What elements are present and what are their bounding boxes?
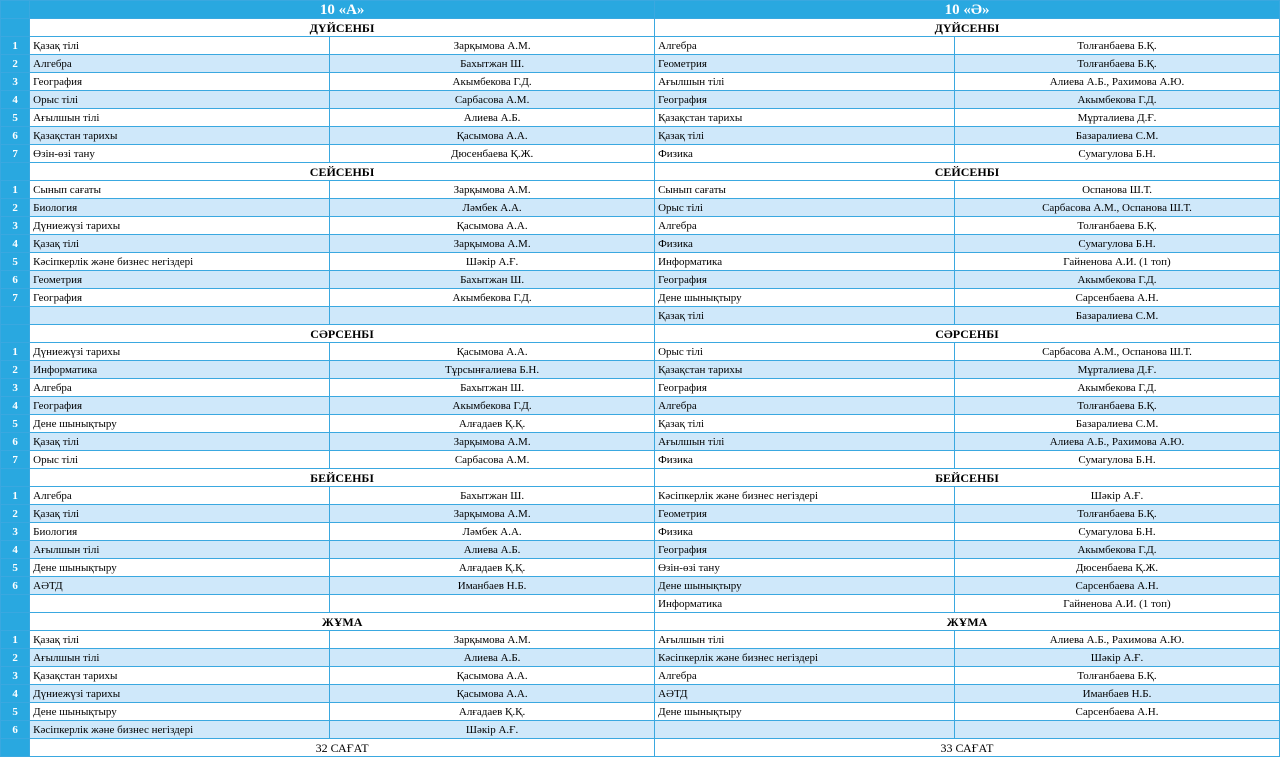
lesson-number: 5 [1,415,30,433]
day-name-right: СӘРСЕНБІ [655,325,1280,343]
lesson-subject-right: Қазақстан тарихы [655,109,955,127]
lesson-subject-right: Орыс тілі [655,199,955,217]
lesson-teacher-right: Толғанбаева Б.Қ. [955,37,1280,55]
lesson-subject-right: География [655,91,955,109]
lesson-number: 1 [1,487,30,505]
lesson-row [1,361,1280,379]
total-hours-left: 32 САҒАТ [30,739,655,757]
lesson-teacher-right: Акымбекова Г.Д. [955,379,1280,397]
lesson-teacher-left: Бахытжан Ш. [330,271,655,289]
lesson-teacher-left: Сарбасова А.М. [330,451,655,469]
lesson-subject-left: Биология [30,199,330,217]
lesson-number: 3 [1,379,30,397]
lesson-teacher-left [330,307,655,325]
day-header-corner [1,325,30,343]
lesson-subject-right: География [655,271,955,289]
lesson-subject-left: Дүниежүзі тарихы [30,685,330,703]
day-name-right: БЕЙСЕНБІ [655,469,1280,487]
lesson-subject-left: География [30,73,330,91]
lesson-teacher-left: Иманбаев Н.Б. [330,577,655,595]
lesson-subject-left: АӘТД [30,577,330,595]
lesson-subject-left: Геометрия [30,271,330,289]
lesson-subject-right: АӘТД [655,685,955,703]
lesson-subject-left: География [30,397,330,415]
lesson-subject-right: Ағылшын тілі [655,73,955,91]
lesson-teacher-left: Шәкір А.Ғ. [330,253,655,271]
lesson-subject-right: География [655,541,955,559]
lesson-row [1,559,1280,577]
lesson-teacher-left: Алғадаев Қ.Қ. [330,559,655,577]
lesson-number: 6 [1,577,30,595]
lesson-number: 3 [1,523,30,541]
lesson-subject-right: Физика [655,451,955,469]
lesson-row [1,91,1280,109]
lesson-subject-left: Ағылшын тілі [30,109,330,127]
lesson-teacher-right: Сумагулова Б.Н. [955,523,1280,541]
lesson-subject-left: Информатика [30,361,330,379]
lesson-number: 4 [1,541,30,559]
lesson-number: 6 [1,127,30,145]
lesson-teacher-right: Базаралиева С.М. [955,127,1280,145]
lesson-subject-right: Алгебра [655,397,955,415]
lesson-teacher-left: Зарқымова А.М. [330,235,655,253]
lesson-number [1,307,30,325]
lesson-number: 7 [1,145,30,163]
lesson-subject-right: Қазақ тілі [655,127,955,145]
lesson-teacher-left: Тұрсынғалиева Б.Н. [330,361,655,379]
lesson-subject-right: Ағылшын тілі [655,631,955,649]
lesson-subject-left: Қазақстан тарихы [30,667,330,685]
lesson-subject-left: Қазақ тілі [30,631,330,649]
lesson-subject-left: Ағылшын тілі [30,541,330,559]
lesson-row [1,541,1280,559]
header-corner [1,1,30,19]
lesson-teacher-right: Сарсенбаева А.Н. [955,577,1280,595]
lesson-teacher-left: Бахытжан Ш. [330,487,655,505]
lesson-number: 5 [1,109,30,127]
lesson-teacher-left: Зарқымова А.М. [330,505,655,523]
lesson-number: 5 [1,253,30,271]
lesson-teacher-right: Толғанбаева Б.Қ. [955,217,1280,235]
lesson-teacher-right: Толғанбаева Б.Қ. [955,505,1280,523]
lesson-number: 2 [1,55,30,73]
lesson-subject-left: Өзін-өзі тану [30,145,330,163]
lesson-subject-right: Орыс тілі [655,343,955,361]
lesson-row [1,253,1280,271]
lesson-row [1,379,1280,397]
day-header-row [1,19,1280,37]
lesson-row [1,109,1280,127]
lesson-subject-left: Кәсіпкерлік және бизнес негіздері [30,721,330,739]
lesson-subject-left: Биология [30,523,330,541]
lesson-number: 6 [1,433,30,451]
lesson-row [1,37,1280,55]
day-name-left: БЕЙСЕНБІ [30,469,655,487]
lesson-subject-right: Информатика [655,253,955,271]
lesson-teacher-right: Сумагулова Б.Н. [955,235,1280,253]
lesson-teacher-left: Шәкір А.Ғ. [330,721,655,739]
lesson-subject-right: Ағылшын тілі [655,433,955,451]
lesson-teacher-right: Алиева А.Б., Рахимова А.Ю. [955,73,1280,91]
lesson-subject-left: Қазақ тілі [30,37,330,55]
lesson-teacher-right: Алиева А.Б., Рахимова А.Ю. [955,433,1280,451]
lesson-subject-right: Физика [655,235,955,253]
lesson-row [1,235,1280,253]
lesson-teacher-left: Алиева А.Б. [330,541,655,559]
lesson-subject-left: Ағылшын тілі [30,649,330,667]
lesson-number: 2 [1,199,30,217]
lesson-teacher-right: Оспанова Ш.Т. [955,181,1280,199]
lesson-teacher-right: Акымбекова Г.Д. [955,91,1280,109]
lesson-teacher-left: Қасымова А.А. [330,667,655,685]
day-header-row [1,469,1280,487]
lesson-subject-left: Дүниежүзі тарихы [30,217,330,235]
lesson-number: 4 [1,397,30,415]
lesson-teacher-left: Ләмбек А.А. [330,199,655,217]
schedule-body [1,1,1280,757]
day-header-corner [1,469,30,487]
lesson-subject-left: Алгебра [30,379,330,397]
totals-row [1,739,1280,757]
lesson-teacher-right: Мұрталиева Д.Ғ. [955,109,1280,127]
lesson-teacher-left: Сарбасова А.М. [330,91,655,109]
lesson-subject-right: Кәсіпкерлік және бизнес негіздері [655,649,955,667]
lesson-teacher-left: Акымбекова Г.Д. [330,73,655,91]
day-header-row [1,325,1280,343]
lesson-subject-right: Алгебра [655,217,955,235]
class-header-ae: 10 «Ә» [655,1,1280,19]
lesson-number: 6 [1,721,30,739]
lesson-row [1,199,1280,217]
lesson-subject-left [30,595,330,613]
lesson-teacher-right: Толғанбаева Б.Қ. [955,667,1280,685]
lesson-teacher-right: Мұрталиева Д.Ғ. [955,361,1280,379]
lesson-teacher-left: Қасымова А.А. [330,127,655,145]
lesson-teacher-left: Қасымова А.А. [330,343,655,361]
lesson-number [1,595,30,613]
lesson-subject-right: Геометрия [655,55,955,73]
lesson-row [1,703,1280,721]
lesson-row [1,451,1280,469]
lesson-subject-left: Қазақ тілі [30,433,330,451]
lesson-teacher-right: Базаралиева С.М. [955,415,1280,433]
lesson-subject-right: Қазақ тілі [655,415,955,433]
lesson-row [1,181,1280,199]
day-name-right: ЖҰМА [655,613,1280,631]
lesson-row [1,487,1280,505]
lesson-subject-right: Кәсіпкерлік және бизнес негіздері [655,487,955,505]
lesson-row [1,523,1280,541]
lesson-teacher-right: Иманбаев Н.Б. [955,685,1280,703]
lesson-row [1,289,1280,307]
lesson-subject-right: Алгебра [655,667,955,685]
lesson-subject-left: Алгебра [30,55,330,73]
day-name-left: ДҮЙСЕНБІ [30,19,655,37]
lesson-number: 5 [1,559,30,577]
lesson-number: 4 [1,235,30,253]
lesson-teacher-right: Сарсенбаева А.Н. [955,703,1280,721]
lesson-teacher-right: Сумагулова Б.Н. [955,145,1280,163]
lesson-subject-right: Алгебра [655,37,955,55]
lesson-subject-right [655,721,955,739]
totals-corner [1,739,30,757]
lesson-teacher-left: Акымбекова Г.Д. [330,397,655,415]
lesson-teacher-left [330,595,655,613]
lesson-number: 1 [1,37,30,55]
lesson-subject-right: Дене шынықтыру [655,577,955,595]
lesson-number: 7 [1,289,30,307]
day-header-corner [1,163,30,181]
lesson-teacher-right: Толғанбаева Б.Қ. [955,55,1280,73]
lesson-teacher-right: Базаралиева С.М. [955,307,1280,325]
lesson-teacher-left: Бахытжан Ш. [330,55,655,73]
lesson-teacher-right [955,721,1280,739]
lesson-teacher-right: Акымбекова Г.Д. [955,271,1280,289]
lesson-row [1,631,1280,649]
day-name-left: СЕЙСЕНБІ [30,163,655,181]
lesson-row [1,667,1280,685]
lesson-number: 1 [1,181,30,199]
lesson-number: 2 [1,361,30,379]
lesson-subject-right: Өзін-өзі тану [655,559,955,577]
day-name-right: СЕЙСЕНБІ [655,163,1280,181]
lesson-row [1,397,1280,415]
lesson-teacher-right: Сарбасова А.М., Оспанова Ш.Т. [955,343,1280,361]
lesson-teacher-right: Гайненова А.И. (1 топ) [955,253,1280,271]
lesson-teacher-right: Шәкір А.Ғ. [955,649,1280,667]
lesson-subject-left: Сынып сағаты [30,181,330,199]
lesson-number: 7 [1,451,30,469]
day-header-row [1,613,1280,631]
lesson-subject-left: Орыс тілі [30,451,330,469]
lesson-subject-right: Қазақ тілі [655,307,955,325]
lesson-teacher-right: Сарсенбаева А.Н. [955,289,1280,307]
lesson-subject-left: Қазақ тілі [30,505,330,523]
lesson-teacher-left: Алиева А.Б. [330,109,655,127]
lesson-row [1,271,1280,289]
lesson-row [1,649,1280,667]
lesson-subject-left: Қазақстан тарихы [30,127,330,145]
lesson-teacher-left: Зарқымова А.М. [330,181,655,199]
lesson-teacher-left: Алғадаев Қ.Қ. [330,703,655,721]
lesson-row [1,127,1280,145]
lesson-subject-left: Алгебра [30,487,330,505]
day-name-left: СӘРСЕНБІ [30,325,655,343]
lesson-subject-left [30,307,330,325]
lesson-teacher-right: Шәкір А.Ғ. [955,487,1280,505]
lesson-subject-left: Дүниежүзі тарихы [30,343,330,361]
lesson-number: 1 [1,631,30,649]
lesson-subject-right: Геометрия [655,505,955,523]
lesson-teacher-right: Дюсенбаева Қ.Ж. [955,559,1280,577]
lesson-teacher-left: Акымбекова Г.Д. [330,289,655,307]
lesson-teacher-right: Сумагулова Б.Н. [955,451,1280,469]
day-name-right: ДҮЙСЕНБІ [655,19,1280,37]
day-header-corner [1,19,30,37]
lesson-row [1,433,1280,451]
lesson-subject-right: Дене шынықтыру [655,703,955,721]
lesson-subject-right: Физика [655,523,955,541]
lesson-row [1,307,1280,325]
lesson-subject-left: География [30,289,330,307]
lesson-teacher-left: Ләмбек А.А. [330,523,655,541]
lesson-teacher-left: Бахытжан Ш. [330,379,655,397]
lesson-row [1,55,1280,73]
lesson-subject-left: Дене шынықтыру [30,415,330,433]
lesson-teacher-right: Толғанбаева Б.Қ. [955,397,1280,415]
day-header-corner [1,613,30,631]
lesson-teacher-left: Зарқымова А.М. [330,433,655,451]
lesson-teacher-left: Қасымова А.А. [330,217,655,235]
lesson-subject-left: Дене шынықтыру [30,703,330,721]
lesson-row [1,595,1280,613]
lesson-teacher-left: Зарқымова А.М. [330,631,655,649]
lesson-number: 3 [1,73,30,91]
lesson-row [1,721,1280,739]
lesson-subject-right: Физика [655,145,955,163]
lesson-subject-left: Орыс тілі [30,91,330,109]
lesson-subject-right: География [655,379,955,397]
lesson-teacher-left: Дюсенбаева Қ.Ж. [330,145,655,163]
lesson-teacher-left: Қасымова А.А. [330,685,655,703]
lesson-subject-left: Қазақ тілі [30,235,330,253]
lesson-teacher-left: Зарқымова А.М. [330,37,655,55]
lesson-row [1,217,1280,235]
lesson-subject-right: Қазақстан тарихы [655,361,955,379]
lesson-row [1,145,1280,163]
lesson-number: 6 [1,271,30,289]
lesson-number: 3 [1,667,30,685]
lesson-row [1,73,1280,91]
lesson-teacher-right: Акымбекова Г.Д. [955,541,1280,559]
lesson-row [1,343,1280,361]
lesson-row [1,415,1280,433]
lesson-teacher-right: Алиева А.Б., Рахимова А.Ю. [955,631,1280,649]
day-name-left: ЖҰМА [30,613,655,631]
lesson-number: 3 [1,217,30,235]
lesson-subject-left: Кәсіпкерлік және бизнес негіздері [30,253,330,271]
class-header-a: 10 «А» [30,1,655,19]
lesson-row [1,685,1280,703]
lesson-number: 5 [1,703,30,721]
lesson-row [1,577,1280,595]
lesson-subject-right: Дене шынықтыру [655,289,955,307]
lesson-subject-left: Дене шынықтыру [30,559,330,577]
lesson-subject-right: Информатика [655,595,955,613]
day-header-row [1,163,1280,181]
lesson-number: 4 [1,685,30,703]
lesson-teacher-right: Сарбасова А.М., Оспанова Ш.Т. [955,199,1280,217]
lesson-teacher-left: Алиева А.Б. [330,649,655,667]
lesson-subject-right: Сынып сағаты [655,181,955,199]
total-hours-right: 33 САҒАТ [655,739,1280,757]
header-row [1,1,1280,19]
lesson-number: 2 [1,505,30,523]
lesson-number: 4 [1,91,30,109]
lesson-teacher-right: Гайненова А.И. (1 топ) [955,595,1280,613]
lesson-number: 1 [1,343,30,361]
lesson-teacher-left: Алғадаев Қ.Қ. [330,415,655,433]
lesson-number: 2 [1,649,30,667]
lesson-row [1,505,1280,523]
